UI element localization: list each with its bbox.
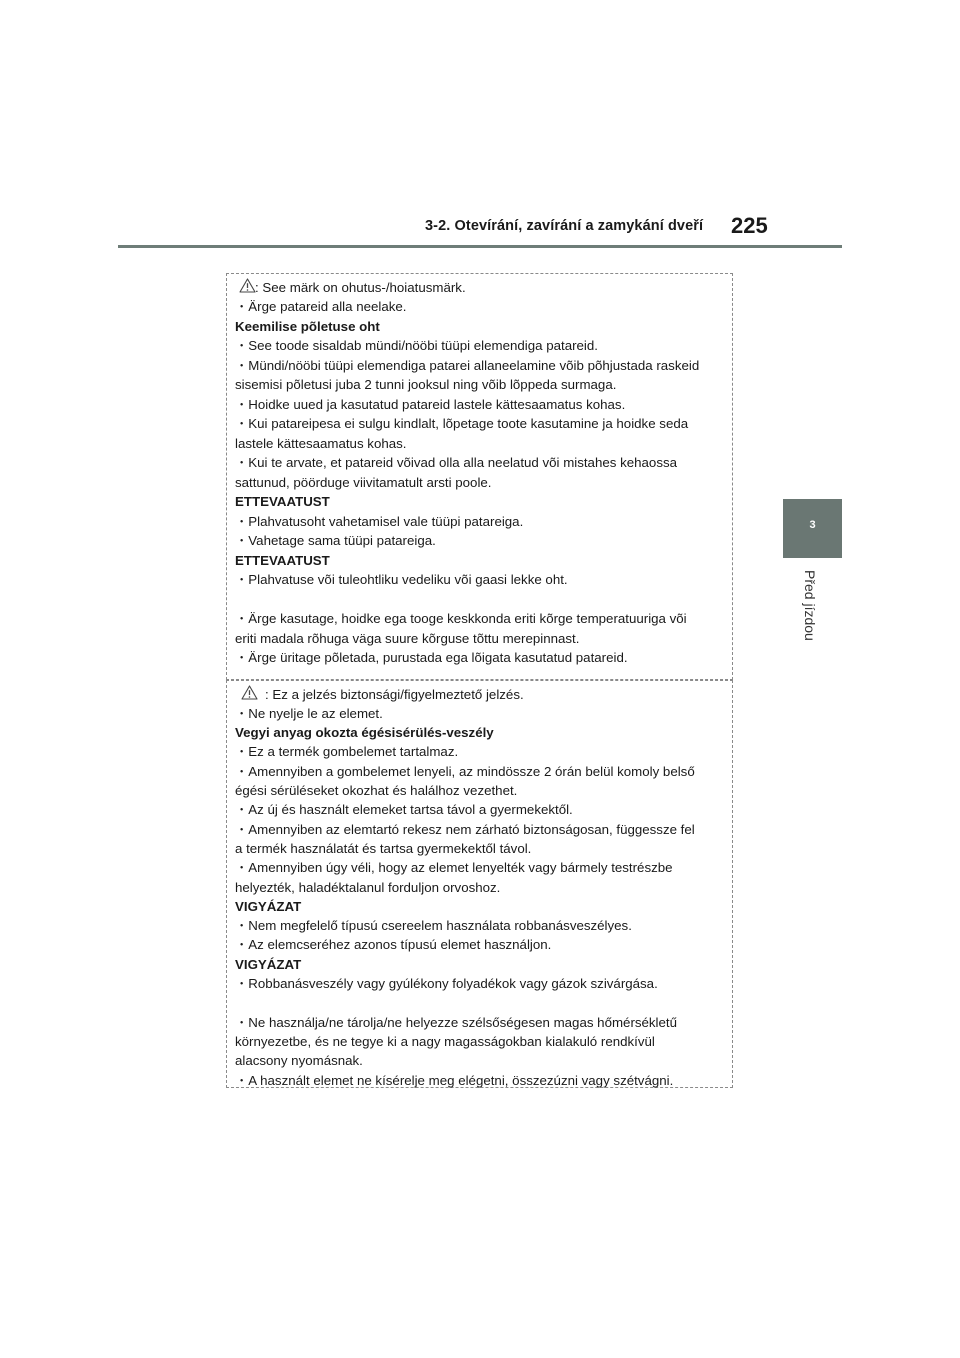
warning-line: ・Kui patareipesa ei sulgu kindlalt, lõpetage toote kasutamine ja hoidke seda	[235, 416, 689, 431]
section-title: 3-2. Otevírání, zavírání a zamykání dveří	[425, 218, 704, 234]
chapter-label-text: Před jízdou	[802, 570, 818, 641]
warning-line: ・Amennyiben úgy véli, hogy az elemet lenyelték vagy bármely testrészbe	[235, 860, 673, 876]
hungarian-warning-box	[226, 680, 733, 1088]
warning-line: ・Vahetage sama tüüpi patareiga.	[235, 533, 436, 548]
warning-line: környezetbe, és ne tegye ki a nagy magasságokban kialakuló rendkívül	[235, 1033, 655, 1049]
warning-line: ・Nem megfelelő típusú csereelem használata robbanásveszélyes.	[235, 918, 632, 934]
warning-line: ・Hoidke uued ja kasutatud patareid lastele kättesaamatus kohas.	[235, 396, 626, 412]
header-divider	[118, 245, 842, 248]
warning-line: ・Az elemcseréhez azonos típusú elemet használjon.	[235, 937, 552, 953]
warning-line: ・Plahvatuse või tuleohtliku vedeliku või gaasi lekke oht.	[235, 572, 568, 587]
warning-triangle-icon	[239, 278, 256, 293]
warning-heading: Keemilise põletuse oht	[235, 318, 380, 334]
warning-line: égési sérüléseket okozhat és halálhoz vezethet.	[235, 783, 518, 798]
page-number: 225	[731, 213, 768, 238]
warning-heading: ETTEVAATUST	[235, 552, 330, 568]
warning-line: ・Ärge patareid alla neelake.	[235, 299, 407, 314]
warning-line: alacsony nyomásnak.	[235, 1053, 363, 1069]
warning-heading: VIGYÁZAT	[235, 956, 302, 972]
warning-line: ・Az új és használt elemeket tartsa távol a gyermekektől.	[235, 802, 573, 818]
chapter-tab	[783, 499, 842, 558]
warning-line: ・See toode sisaldab mündi/nööbi tüüpi elemendiga patareid.	[235, 338, 598, 353]
chapter-number: 3	[809, 519, 816, 531]
warning-line: helyezték, haladéktalanul forduljon orvoshoz.	[235, 879, 501, 895]
warning-line: ・Amennyiben a gombelemet lenyeli, az mindössze 2 órán belül komoly belső	[235, 763, 695, 779]
warning-line: ・Ärge kasutage, hoidke ega tooge keskkonda eriti kõrge temperatuuriga või	[235, 611, 687, 626]
warning-line: ・Robbanásveszély vagy gyúlékony folyadékok vagy gázok szivárgása.	[235, 976, 658, 991]
warning-line: ・Ez a termék gombelemet tartalmaz.	[235, 744, 459, 760]
warning-line: a termék használatát és tartsa gyermekektől távol.	[235, 840, 532, 856]
warning-triangle-icon	[241, 685, 258, 700]
warning-heading: ETTEVAATUST	[235, 494, 330, 509]
warning-line: ・Ne nyelje le az elemet.	[235, 705, 383, 721]
warning-line: : See märk on ohutus-/hoiatusmärk.	[255, 279, 466, 295]
estonian-warning-box	[226, 273, 733, 680]
warning-line: ・Ärge üritage põletada, purustada ega lõigata kasutatud patareid.	[235, 650, 628, 665]
warning-line: ・Mündi/nööbi tüüpi elemendiga patarei allaneelamine võib põhjustada raskeid	[235, 357, 700, 373]
warning-line: ・Amennyiben az elemtartó rekesz nem zárható biztonságosan, függessze fel	[235, 821, 695, 837]
warning-line: eriti madala rõhuga väga suure kõrguse tõttu merepinnast.	[235, 630, 580, 646]
warning-line: sisemisi põletusi juba 2 tunni jooksul ning võib lõppeda surmaga.	[235, 377, 617, 392]
warning-line: ・A használt elemet ne kísérelje meg elégetni, összezúzni vagy szétvágni.	[235, 1072, 674, 1088]
chapter-label	[780, 570, 840, 662]
warning-line: ・Kui te arvate, et patareid võivad olla alla neelatud või mistahes kehaossa	[235, 455, 678, 470]
warning-heading: VIGYÁZAT	[235, 898, 302, 914]
warning-line: lastele kättesaamatus kohas.	[235, 435, 407, 451]
warning-line: sattunud, pöörduge viivitamatult arsti poole.	[235, 474, 492, 490]
warning-line: : Ez a jelzés biztonsági/figyelmeztető jelzés.	[265, 686, 524, 702]
warning-line: ・Ne használja/ne tárolja/ne helyezze szélsőségesen magas hőmérsékletű	[235, 1014, 677, 1030]
warning-line: ・Plahvatusoht vahetamisel vale tüüpi patareiga.	[235, 513, 524, 529]
warning-heading: Vegyi anyag okozta égésisérülés-veszély	[235, 725, 494, 741]
